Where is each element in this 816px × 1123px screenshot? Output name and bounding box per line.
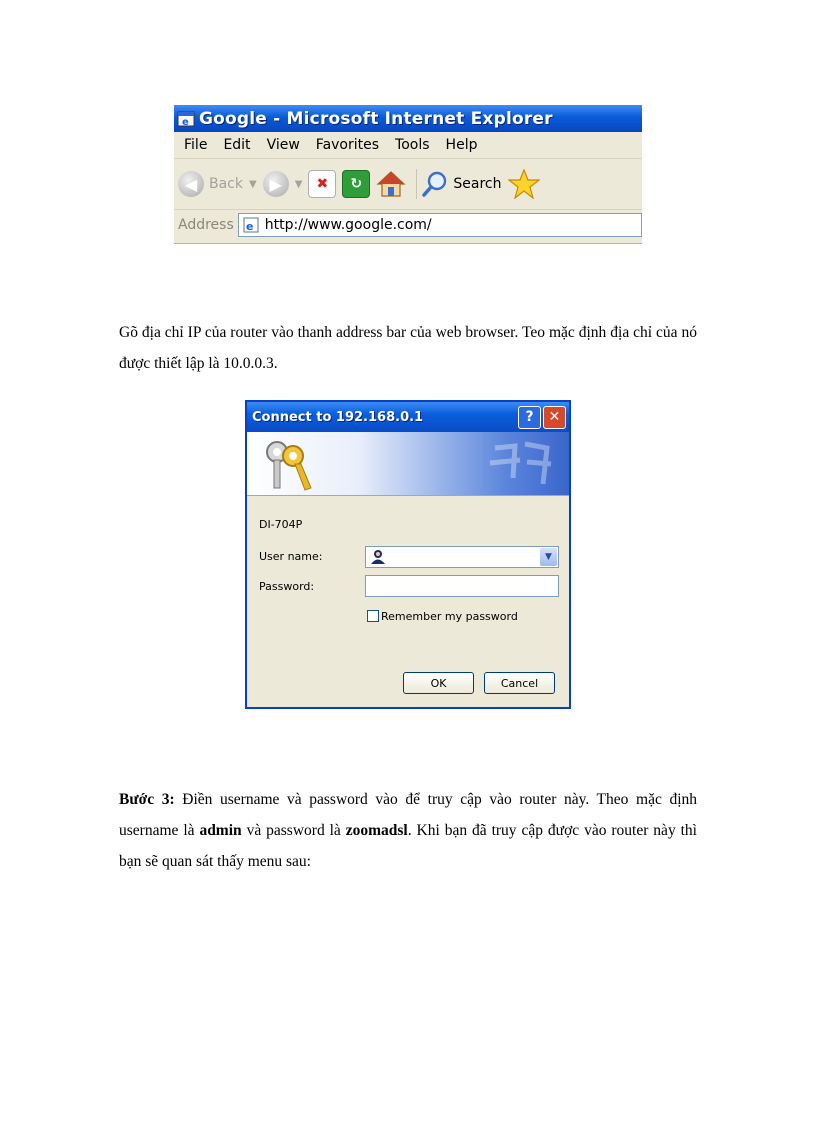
username-label: User name:: [259, 550, 323, 563]
back-arrow-icon: ◀: [178, 171, 204, 197]
svg-text:e: e: [182, 116, 189, 128]
refresh-icon: ↻: [342, 170, 370, 198]
cancel-button[interactable]: [484, 672, 555, 694]
page-icon: [243, 217, 259, 233]
ie-title-bar: [174, 105, 642, 132]
password-field[interactable]: [365, 575, 559, 597]
menu-view[interactable]: View: [266, 137, 300, 153]
password-label: Password:: [259, 580, 315, 593]
forward-arrow-icon: ▶: [263, 171, 289, 197]
cancel-label: Cancel: [500, 676, 539, 690]
home-icon: [376, 170, 406, 198]
step-label: Bước 3:: [119, 791, 175, 808]
login-dialog-screenshot: [245, 400, 571, 709]
address-input[interactable]: [238, 213, 642, 237]
step-text-3: . Khi bạn đã truy cập được vào router này thì bạn sẽ quan sát thấy menu sau:: [119, 822, 697, 870]
menu-file[interactable]: File: [184, 137, 208, 153]
favorites-star-icon: [508, 169, 540, 199]
home-button[interactable]: [376, 170, 406, 198]
ie-toolbar: [174, 159, 642, 210]
search-icon: [421, 170, 449, 198]
ok-button[interactable]: [403, 672, 474, 694]
paragraph-step-3: [119, 784, 697, 877]
dialog-realm: DI-704P: [259, 518, 303, 531]
menu-favorites[interactable]: Favorites: [315, 137, 380, 153]
step-text-2: và password là: [241, 822, 346, 839]
toolbar-separator: [416, 169, 417, 199]
username-field[interactable]: [365, 546, 559, 568]
search-label: Search: [453, 176, 502, 192]
paragraph-ip-instructions: Gõ địa chỉ IP của router vào thanh address bar của web browser. Teo mặc định địa chỉ của nó được thiết lập là 10.0.0.3.: [119, 324, 697, 372]
keys-icon: [261, 438, 313, 492]
svg-text:e: e: [245, 220, 254, 233]
forward-button[interactable]: [263, 171, 303, 197]
username-dropdown-icon[interactable]: ▼: [540, 548, 557, 566]
menu-tools[interactable]: Tools: [395, 137, 430, 153]
ie-window-title: Google - Microsoft Internet Explorer: [199, 108, 553, 129]
stop-icon: ✖: [308, 170, 336, 198]
default-password: zoomadsl: [345, 822, 408, 839]
back-dropdown-icon: ▼: [249, 178, 257, 190]
menu-edit[interactable]: Edit: [223, 137, 251, 153]
address-label: Address: [178, 217, 234, 233]
remember-password-checkbox[interactable]: [367, 610, 379, 622]
forward-dropdown-icon: ▼: [294, 178, 303, 190]
favorites-button[interactable]: [508, 169, 540, 199]
back-button[interactable]: [178, 171, 257, 197]
address-url: http://www.google.com/: [264, 217, 432, 233]
help-icon: ?: [525, 409, 534, 425]
back-label: Back: [209, 176, 243, 192]
menu-help[interactable]: Help: [445, 137, 478, 153]
help-button[interactable]: [518, 406, 541, 429]
default-username: admin: [199, 822, 242, 839]
close-icon: ✕: [548, 409, 561, 425]
search-button[interactable]: [421, 170, 501, 198]
dialog-title-bar: [247, 402, 569, 432]
ie-screenshot: [174, 105, 642, 244]
user-icon: [370, 549, 386, 565]
remember-password-label: Remember my password: [381, 610, 518, 623]
ie-menu-bar: [174, 132, 642, 159]
dialog-title: Connect to 192.168.0.1: [252, 409, 424, 425]
ie-app-icon: [177, 110, 195, 128]
banner-watermark-icon: [485, 438, 555, 492]
close-button[interactable]: [543, 406, 566, 429]
refresh-button[interactable]: [342, 170, 370, 198]
ie-address-bar: [174, 210, 642, 240]
step-text-1: Điền username và password vào để truy cập vào router này. Theo mặc định username là: [119, 791, 698, 839]
ok-label: OK: [430, 676, 447, 690]
stop-button[interactable]: [308, 170, 336, 198]
dialog-banner: [247, 432, 569, 496]
